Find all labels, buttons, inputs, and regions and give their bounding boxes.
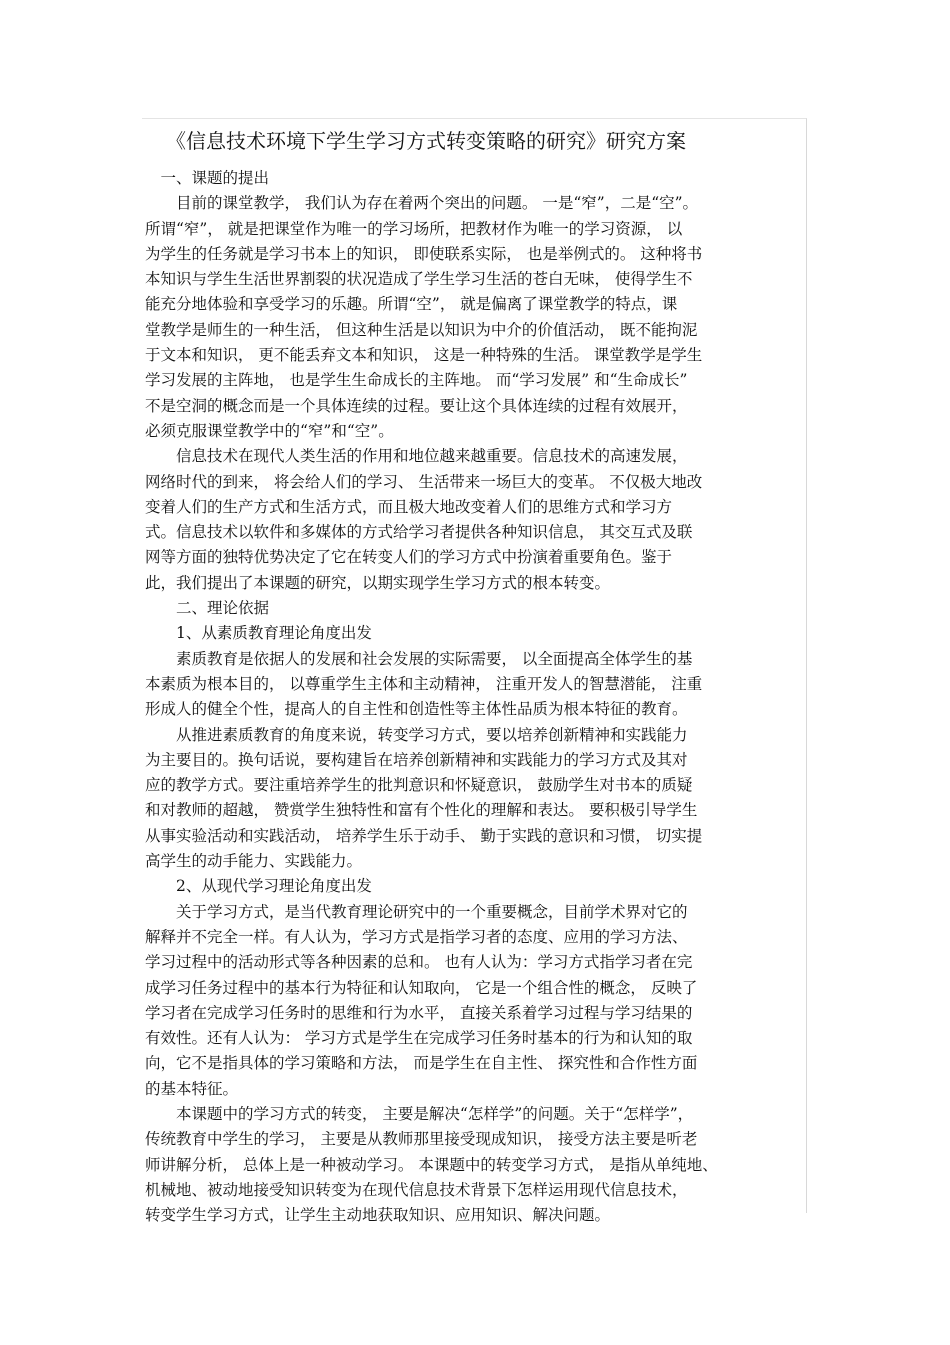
- document-title: 《信息技术环境下学生学习方式转变策略的研究》研究方案: [166, 129, 686, 153]
- text-line: 本素质为根本目的， 以尊重学生主体和主动精神， 注重开发人的智慧潜能， 注重: [145, 674, 703, 693]
- text-line: 本知识与学生生活世界割裂的状况造成了学生学习生活的苍白无味， 使得学生不: [145, 270, 693, 289]
- text-line: 为学生的任务就是学习书本上的知识， 即使联系实际， 也是举例式的。 这种将书: [145, 244, 703, 263]
- text-line: 素质教育是依据人的发展和社会发展的实际需要， 以全面提高全体学生的基: [145, 649, 693, 668]
- text-line: 学习过程中的活动形式等各种因素的总和。 也有人认为：学习方式指学习者在完: [145, 953, 693, 972]
- text-line: 2、从现代学习理论角度出发: [145, 877, 372, 896]
- text-line: 学习者在完成学习任务时的思维和行为水平， 直接关系着学习过程与学习结果的: [145, 1003, 693, 1022]
- text-line: 和对教师的超越， 赞赏学生独特性和富有个性化的理解和表达。 要积极引导学生: [145, 801, 698, 820]
- text-line: 的基本特征。: [145, 1079, 239, 1098]
- text-line: 本课题中的学习方式的转变， 主要是解决“怎样学”的问题。关于“怎样学”，: [145, 1104, 694, 1123]
- text-line: 所谓“窄”， 就是把课堂作为唯一的学习场所，把教材作为唯一的学习资源， 以: [145, 219, 683, 238]
- text-line: 传统教育中学生的学习， 主要是从教师那里接受现成知识， 接受方法主要是听老: [145, 1130, 698, 1149]
- text-line: 成学习任务过程中的基本行为特征和认知取向， 它是一个组合性的概念， 反映了: [145, 978, 698, 997]
- text-line: 学习发展的主阵地， 也是学生生命成长的主阵地。 而“学习发展” 和“生命成长”: [145, 371, 688, 390]
- text-line: 变着人们的生产方式和生活方式，而且极大地改变着人们的思维方式和学习方: [145, 497, 673, 516]
- text-line: 关于学习方式，是当代教育理论研究中的一个重要概念，目前学术界对它的: [145, 902, 688, 921]
- text-line: 目前的课堂教学， 我们认为存在着两个突出的问题。 一是“窄”，二是“空”。: [145, 194, 699, 213]
- text-line: 式。信息技术以软件和多媒体的方式给学习者提供各种知识信息， 其交互式及联: [145, 523, 693, 542]
- text-line: 为主要目的。换句话说，要构建旨在培养创新精神和实践能力的学习方式及其对: [145, 750, 688, 769]
- text-line: 机械地、被动地接受知识转变为在现代信息技术背景下怎样运用现代信息技术，: [145, 1180, 688, 1199]
- text-line: 转变学生学习方式，让学生主动地获取知识、应用知识、解决问题。: [145, 1206, 611, 1225]
- text-line: 网等方面的独特优势决定了它在转变人们的学习方式中扮演着重要角色。鉴于: [145, 548, 673, 567]
- text-line: 堂教学是师生的一种生活， 但这种生活是以知识为中介的价值活动， 既不能拘泥: [145, 320, 698, 339]
- text-line: 从推进素质教育的角度来说，转变学习方式，要以培养创新精神和实践能力: [145, 725, 688, 744]
- text-line: 形成人的健全个性，提高人的自主性和创造性等主体性品质为根本特征的教育。: [145, 700, 688, 719]
- document-body: [145, 166, 809, 1228]
- text-line: 二、理论依据: [145, 599, 270, 618]
- text-line: 师讲解分析， 总体上是一种被动学习。 本课题中的转变学习方式， 是指从单纯地、: [145, 1155, 718, 1174]
- text-line: 一、课题的提出: [145, 169, 270, 187]
- text-line: 信息技术在现代人类生活的作用和地位越来越重要。信息技术的高速发展，: [145, 447, 688, 466]
- text-line: 必须克服课堂教学中的“窄”和“空”。: [145, 421, 394, 440]
- text-line: 向，它不是指具体的学习策略和方法， 而是学生在自主性、 探究性和合作性方面: [145, 1054, 698, 1073]
- text-line: 有效性。还有人认为： 学习方式是学生在完成学习任务时基本的行为和认知的取: [145, 1029, 693, 1048]
- text-line: 于文本和知识， 更不能丢弃文本和知识， 这是一种特殊的生活。 课堂教学是学生: [145, 346, 703, 365]
- text-line: 网络时代的到来， 将会给人们的学习、 生活带来一场巨大的变革。 不仅极大地改: [145, 472, 703, 491]
- text-line: 不是空洞的概念而是一个具体连续的过程。要让这个具体连续的过程有效展开，: [145, 396, 688, 415]
- text-line: 解释并不完全一样。有人认为，学习方式是指学习者的态度、应用的学习方法、: [145, 927, 688, 946]
- text-line: 应的教学方式。要注重培养学生的批判意识和怀疑意识， 鼓励学生对书本的质疑: [145, 776, 693, 795]
- text-line: 此，我们提出了本课题的研究，以期实现学生学习方式的根本转变。: [145, 573, 611, 592]
- text-line: 1、从素质教育理论角度出发: [145, 624, 372, 643]
- text-line: 高学生的动手能力、实践能力。: [145, 852, 363, 871]
- text-line: 从事实验活动和实践活动， 培养学生乐于动手、 勤于实践的意识和习惯， 切实提: [145, 826, 703, 845]
- text-line: 能充分地体验和享受学习的乐趣。所谓“空”， 就是偏离了课堂教学的特点，课: [145, 295, 678, 314]
